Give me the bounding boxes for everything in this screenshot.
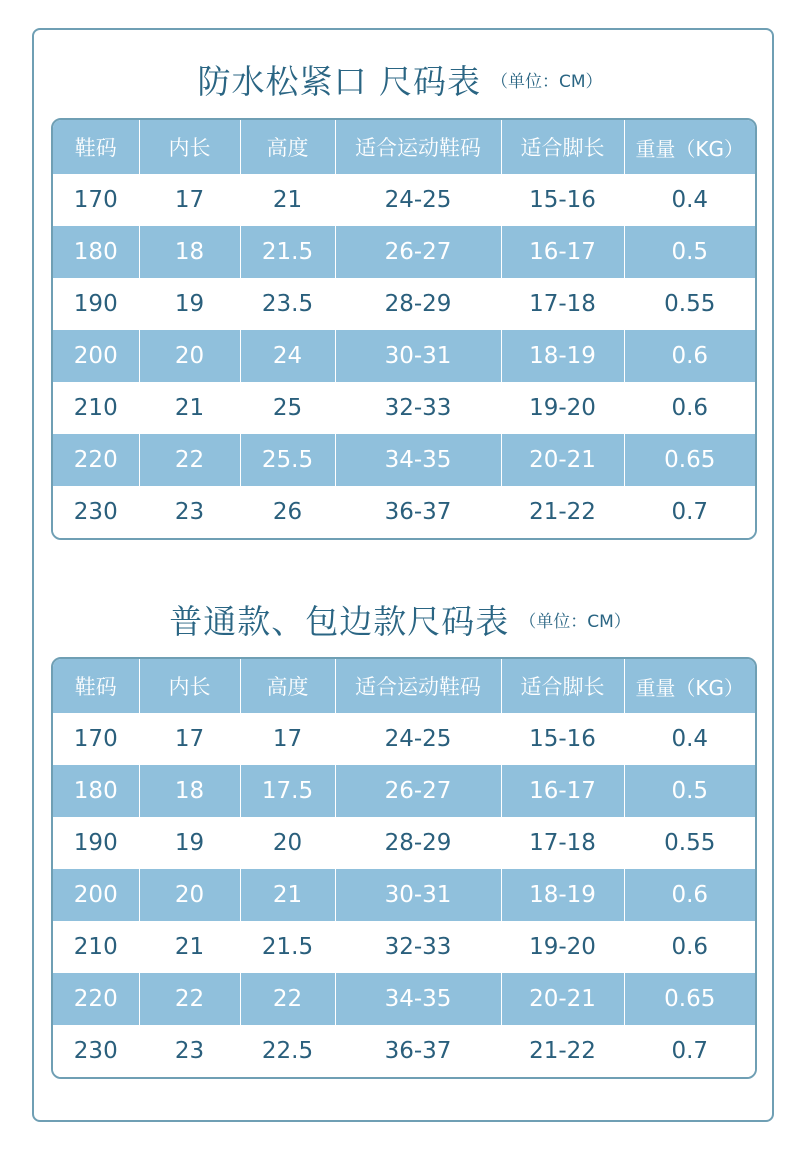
table-cell: 36-37 — [335, 486, 501, 538]
header-inner-length: 内长 — [139, 659, 240, 713]
header-weight: 重量（KG） — [624, 120, 755, 174]
table-cell: 28-29 — [335, 278, 501, 330]
table-cell: 230 — [53, 486, 139, 538]
table-cell: 0.6 — [624, 921, 755, 973]
table-cell: 210 — [53, 382, 139, 434]
table-cell: 34-35 — [335, 973, 501, 1025]
header-foot-length: 适合脚长 — [501, 659, 624, 713]
table-cell: 180 — [53, 226, 139, 278]
table-cell: 19-20 — [501, 921, 624, 973]
table-row — [53, 817, 755, 869]
table-cell: 22 — [139, 973, 240, 1025]
table-cell: 19 — [139, 278, 240, 330]
table-cell: 0.4 — [624, 174, 755, 226]
table-cell: 0.5 — [624, 765, 755, 817]
table-row — [53, 713, 755, 765]
table-row — [53, 486, 755, 538]
section-title-waterproof — [0, 56, 800, 103]
table-cell: 0.65 — [624, 973, 755, 1025]
section-title-text: 普通款、包边款尺码表 — [169, 602, 510, 641]
table-row — [53, 174, 755, 226]
table-cell: 0.7 — [624, 486, 755, 538]
table-cell: 21 — [240, 869, 335, 921]
table-cell: 18-19 — [501, 330, 624, 382]
table-cell: 17 — [139, 713, 240, 765]
table-cell: 180 — [53, 765, 139, 817]
table-row — [53, 1025, 755, 1077]
table-cell: 0.65 — [624, 434, 755, 486]
table-cell: 190 — [53, 817, 139, 869]
table-row — [53, 869, 755, 921]
header-foot-length: 适合脚长 — [501, 120, 624, 174]
table-cell: 0.6 — [624, 330, 755, 382]
table-cell: 25.5 — [240, 434, 335, 486]
table-cell: 0.5 — [624, 226, 755, 278]
table-cell: 19-20 — [501, 382, 624, 434]
table-cell: 16-17 — [501, 765, 624, 817]
table-cell: 21.5 — [240, 226, 335, 278]
table-row — [53, 382, 755, 434]
table-cell: 34-35 — [335, 434, 501, 486]
table-row — [53, 278, 755, 330]
table-cell: 19 — [139, 817, 240, 869]
header-height: 高度 — [240, 120, 335, 174]
table-header-row — [53, 659, 755, 713]
table-cell: 20 — [139, 869, 240, 921]
table-cell: 21.5 — [240, 921, 335, 973]
table-cell: 190 — [53, 278, 139, 330]
table-cell: 0.4 — [624, 713, 755, 765]
table-cell: 15-16 — [501, 713, 624, 765]
table-cell: 22 — [240, 973, 335, 1025]
table-cell: 18 — [139, 226, 240, 278]
header-sport-shoe-size: 适合运动鞋码 — [335, 659, 501, 713]
table-cell: 20-21 — [501, 434, 624, 486]
table-cell: 23.5 — [240, 278, 335, 330]
table-cell: 25 — [240, 382, 335, 434]
table-cell: 28-29 — [335, 817, 501, 869]
table-cell: 21 — [240, 174, 335, 226]
table-cell: 18-19 — [501, 869, 624, 921]
section-title-text: 防水松紧口 尺码表 — [197, 62, 481, 101]
header-weight: 重量（KG） — [624, 659, 755, 713]
table-cell: 24-25 — [335, 713, 501, 765]
table-cell: 230 — [53, 1025, 139, 1077]
table-row — [53, 921, 755, 973]
table-cell: 32-33 — [335, 921, 501, 973]
table-cell: 16-17 — [501, 226, 624, 278]
table-cell: 20 — [139, 330, 240, 382]
table-cell: 18 — [139, 765, 240, 817]
table-cell: 20 — [240, 817, 335, 869]
table-row — [53, 330, 755, 382]
size-table-regular — [51, 657, 757, 1079]
table-cell: 0.55 — [624, 278, 755, 330]
table-cell: 15-16 — [501, 174, 624, 226]
table-cell: 22.5 — [240, 1025, 335, 1077]
table-cell: 26-27 — [335, 226, 501, 278]
table-cell: 210 — [53, 921, 139, 973]
table-cell: 23 — [139, 1025, 240, 1077]
table-row — [53, 226, 755, 278]
table-cell: 17 — [139, 174, 240, 226]
table-cell: 32-33 — [335, 382, 501, 434]
table-cell: 17.5 — [240, 765, 335, 817]
table-cell: 30-31 — [335, 330, 501, 382]
header-shoe-size: 鞋码 — [53, 659, 139, 713]
header-height: 高度 — [240, 659, 335, 713]
table-cell: 170 — [53, 174, 139, 226]
table-row — [53, 434, 755, 486]
table-cell: 170 — [53, 713, 139, 765]
table-cell: 0.6 — [624, 869, 755, 921]
table-cell: 0.55 — [624, 817, 755, 869]
table-cell: 24 — [240, 330, 335, 382]
section-title-regular — [0, 596, 800, 643]
table-cell: 220 — [53, 434, 139, 486]
table-cell: 0.6 — [624, 382, 755, 434]
table-cell: 21 — [139, 921, 240, 973]
header-sport-shoe-size: 适合运动鞋码 — [335, 120, 501, 174]
table-cell: 24-25 — [335, 174, 501, 226]
size-table — [53, 659, 755, 1077]
table-cell: 36-37 — [335, 1025, 501, 1077]
section-unit-text: （单位：CM） — [519, 612, 631, 632]
table-header-row — [53, 120, 755, 174]
table-cell: 0.7 — [624, 1025, 755, 1077]
table-row — [53, 765, 755, 817]
table-cell: 21-22 — [501, 486, 624, 538]
table-cell: 30-31 — [335, 869, 501, 921]
header-shoe-size: 鞋码 — [53, 120, 139, 174]
table-cell: 20-21 — [501, 973, 624, 1025]
table-cell: 23 — [139, 486, 240, 538]
table-cell: 21 — [139, 382, 240, 434]
header-inner-length: 内长 — [139, 120, 240, 174]
size-table-waterproof — [51, 118, 757, 540]
table-cell: 22 — [139, 434, 240, 486]
section-unit-text: （单位：CM） — [490, 72, 603, 92]
table-cell: 200 — [53, 869, 139, 921]
size-table — [53, 120, 755, 538]
table-row — [53, 973, 755, 1025]
table-cell: 26-27 — [335, 765, 501, 817]
table-cell: 21-22 — [501, 1025, 624, 1077]
table-cell: 17-18 — [501, 278, 624, 330]
table-cell: 26 — [240, 486, 335, 538]
table-cell: 17 — [240, 713, 335, 765]
table-cell: 200 — [53, 330, 139, 382]
table-cell: 17-18 — [501, 817, 624, 869]
table-cell: 220 — [53, 973, 139, 1025]
